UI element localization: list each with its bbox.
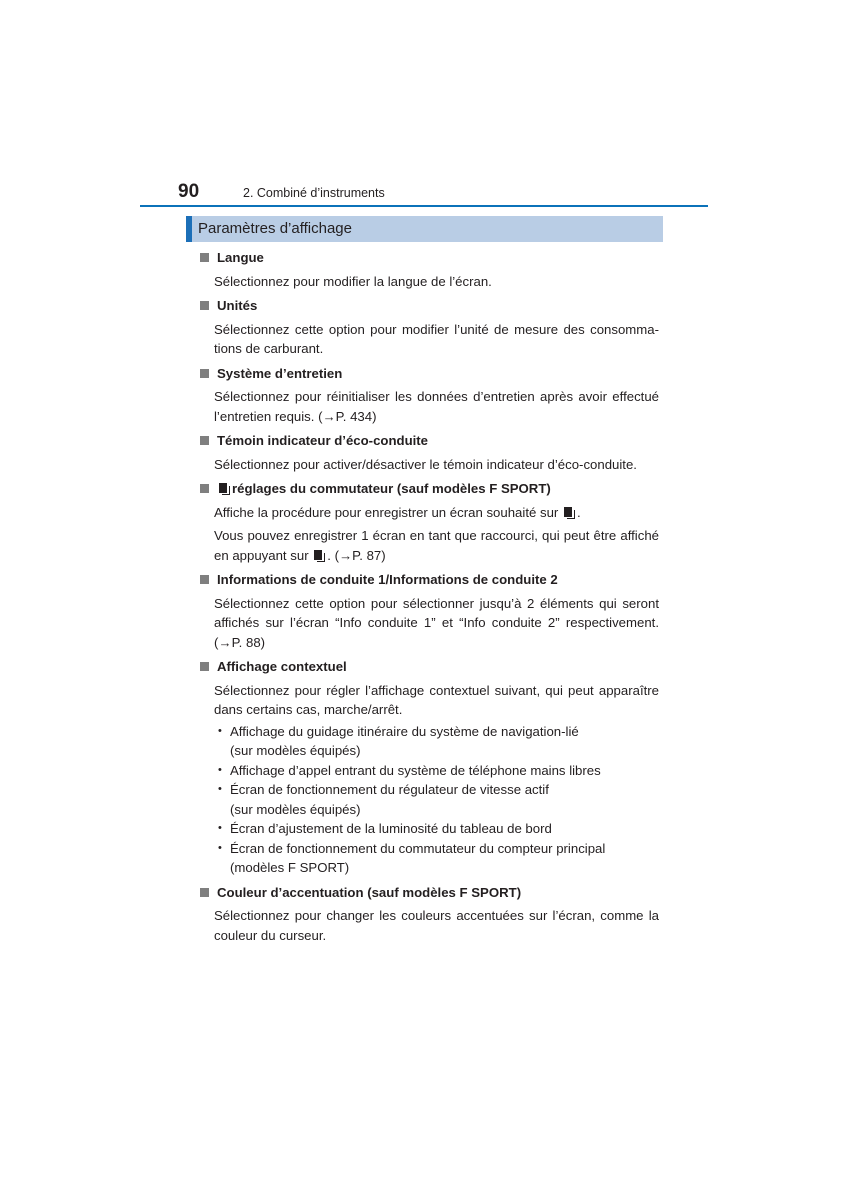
bullet-item: • Affichage du guidage itinéraire du système de navigation-lié (sur modèles équipés) [214, 722, 659, 761]
bullet-item: • Écran de fonctionnement du régulateur de vitesse actif (sur modèles équipés) [214, 780, 659, 819]
list-item-couleur-accentuation [198, 883, 659, 946]
square-bullet-icon [200, 662, 209, 671]
bullet-list [214, 722, 659, 878]
desc-text: Affiche la procédure pour enregistrer un écran souhaité sur [214, 504, 559, 520]
item-description: Sélectionnez pour changer les couleurs accentuées sur l’écran, comme la couleur du curseur. [214, 908, 659, 943]
item-title: Couleur d’accentuation (sauf modèles F SPORT) [217, 884, 522, 900]
chapter-title: 2. Combiné d’instruments [243, 186, 385, 200]
item-description: Sélectionnez pour régler l’affichage contextuel suivant, qui peut apparaître dans certains cas, marche/arrêt. [214, 682, 659, 717]
settings-list [198, 248, 659, 945]
bullet-item: • Écran de fonctionnement du commutateur du compteur principal (modèles F SPORT) [214, 839, 659, 878]
item-title: Unités [217, 298, 258, 313]
header-rule [140, 205, 708, 207]
display-switch-icon [219, 483, 230, 495]
bullet-item: • Écran d’ajustement de la luminosité du tableau de bord [214, 819, 659, 839]
item-title: Témoin indicateur d’éco-conduite [217, 433, 429, 448]
item-title: réglages du commutateur (sauf modèles F SPORT) [232, 481, 551, 496]
square-bullet-icon [200, 301, 209, 310]
item-title: Informations de conduite 1/Informations de conduite 2 [217, 572, 558, 587]
item-title: Système d’entretien [217, 365, 343, 381]
section-title: Paramètres d’affichage [198, 220, 352, 237]
list-item-eco-conduite [198, 431, 659, 474]
item-description: Sélectionnez pour modifier la langue de l’écran. [214, 273, 492, 289]
item-description: Sélectionnez cette option pour modifier l’unité de mesure des consomma-tions de carburant. [214, 321, 659, 356]
display-switch-icon [314, 550, 325, 562]
item-title: Langue [217, 250, 264, 265]
square-bullet-icon [200, 436, 209, 445]
desc-text: Vous pouvez enregistrer 1 écran en tant que raccourci, qui peut être affiché en appuyant sur [214, 528, 659, 563]
desc-text: . [576, 504, 581, 520]
section-header [186, 216, 663, 242]
square-bullet-icon [200, 888, 209, 897]
list-item-langue [198, 248, 659, 291]
item-description: Sélectionnez pour activer/désactiver le témoin indicateur d’éco-conduite. [214, 456, 637, 472]
square-bullet-icon [200, 369, 209, 378]
display-switch-icon [564, 507, 575, 519]
item-title: Affichage contextuel [217, 659, 347, 674]
list-item-informations-conduite [198, 570, 659, 652]
square-bullet-icon [200, 484, 209, 493]
square-bullet-icon [200, 253, 209, 262]
page-header [140, 178, 708, 210]
item-description [214, 526, 659, 565]
square-bullet-icon [200, 575, 209, 584]
list-item-systeme-entretien [198, 364, 659, 427]
page-number: 90 [178, 181, 200, 202]
item-description: Sélectionnez cette option pour sélectionner jusqu’à 2 éléments qui seront affichés sur l’écran “Info conduite 1” et “Info conduite 2” respectivement. (→P. 88) [214, 595, 659, 650]
item-description [214, 503, 659, 523]
list-item-reglages-commutateur [198, 479, 659, 565]
item-description: Sélectionnez pour réinitialiser les données d’entretien après avoir effectué l’entretien requis. (→P. 434) [214, 389, 659, 424]
list-item-affichage-contextuel [198, 657, 659, 878]
list-item-unites [198, 296, 659, 359]
desc-text: . (→P. 87) [327, 547, 386, 563]
bullet-item: • Affichage d’appel entrant du système de téléphone mains libres [214, 761, 659, 781]
